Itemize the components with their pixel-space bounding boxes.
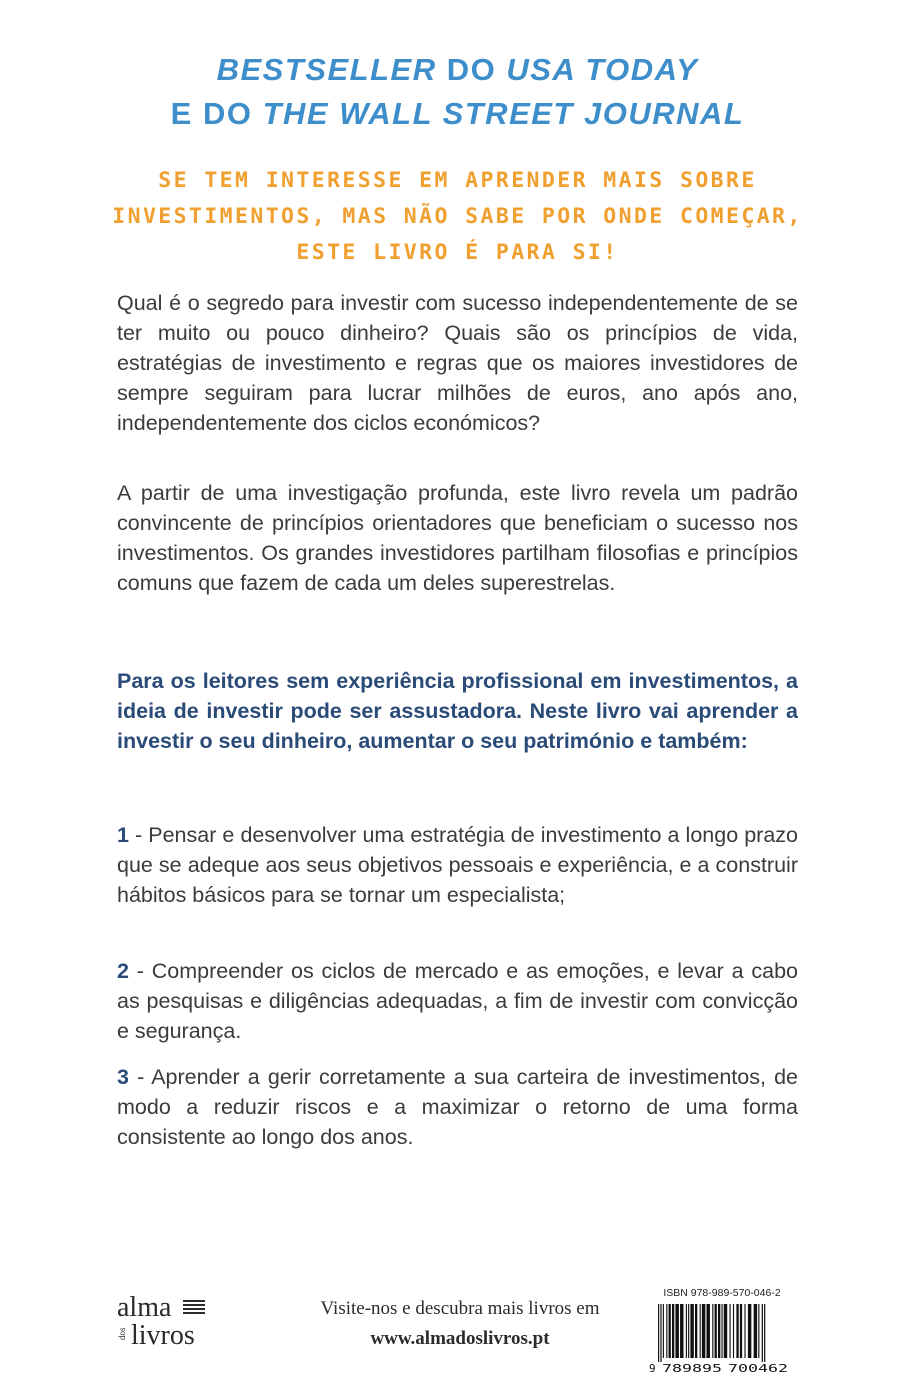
barcode-bar	[724, 1304, 727, 1358]
list-item-3	[117, 1062, 798, 1152]
list-item-text: Pensar e desenvolver uma estratégia de investimento a longo prazo que se adeque aos seus objetivos pessoais e experiência, e a construir hábitos básicos para se tornar um especialista;	[117, 823, 798, 907]
barcode-bar	[721, 1304, 722, 1358]
barcode-bar	[695, 1304, 697, 1358]
tagline-line-3: ESTE LIVRO É PARA SI!	[296, 240, 619, 265]
barcode-right-digits: 700462	[728, 1362, 788, 1374]
barcode-bar	[666, 1304, 667, 1358]
list-item-separator: -	[128, 1065, 152, 1089]
list-item-number: 1	[117, 823, 129, 847]
list-item-separator: -	[128, 823, 149, 847]
isbn-label: ISBN 978-989-570-046-2	[663, 1287, 781, 1299]
barcode-bar	[707, 1304, 710, 1358]
list-item-text: Aprender a gerir corretamente a sua carteira de investimentos, de modo a reduzir riscos e a maximizar o retorno de uma forma consistente ao longo dos anos.	[117, 1065, 799, 1149]
barcode-bar	[740, 1304, 742, 1358]
barcode-bar	[712, 1304, 713, 1358]
barcode-bars	[658, 1304, 765, 1362]
barcode-bar	[660, 1304, 661, 1362]
barcode-left-digits: 789895	[662, 1362, 722, 1374]
barcode-bar	[700, 1304, 701, 1358]
paragraph-readers: Para os leitores sem experiência profissional em investimentos, a ideia de investir pode ser assustadora. Neste livro vai aprender a investir o seu dinheiro, aumentar o seu património e também:	[117, 669, 798, 753]
barcode-bar	[748, 1304, 751, 1358]
barcode-bar	[669, 1304, 671, 1358]
svg-text:alma: alma	[117, 1292, 172, 1323]
alma-dos-livros-logo	[117, 1290, 227, 1350]
barcode-bar	[762, 1304, 763, 1362]
paragraph-intro: Qual é o segredo para investir com sucesso independentemente de se ter muito ou pouco dinheiro? Quais são os princípios de vida, estratégias de investimento e regras que os maiores investidores de sempre seguiram para lucrar milhões de euros, ano após ano, independentemente dos ciclos económicos?	[117, 291, 798, 435]
barcode-first-digit: 9	[649, 1362, 656, 1374]
tagline-line-1: SE TEM INTERESSE EM APRENDER MAIS SOBRE	[158, 168, 757, 193]
barcode-bar	[658, 1304, 659, 1362]
list-item-2	[117, 956, 798, 1046]
barcode-bar	[702, 1304, 705, 1358]
tagline	[0, 163, 915, 271]
headline-e-do: E DO	[170, 96, 253, 131]
list-item-separator: -	[128, 959, 152, 983]
svg-text:dos: dos	[117, 1327, 127, 1340]
barcode-bar	[744, 1304, 745, 1358]
headline-line-1	[0, 48, 915, 92]
headline	[0, 48, 915, 136]
barcode-bar	[715, 1304, 717, 1358]
headline-usa-today: USA TODAY	[506, 52, 699, 87]
barcode-bar	[672, 1304, 674, 1358]
headline-wsj: THE WALL STREET JOURNAL	[262, 96, 745, 131]
headline-line-2	[0, 92, 915, 136]
barcode-bar	[680, 1304, 683, 1358]
barcode-bar	[736, 1304, 738, 1358]
paragraph-research: A partir de uma investigação profunda, este livro revela um padrão convincente de princípios orientadores que beneficiam o sucesso nos investimentos. Os grandes investidores partilham filosofias e princípios comuns que fazem de cada um deles superestrelas.	[117, 481, 798, 595]
footer-visit-text: Visite-nos e descubra mais livros em	[320, 1298, 600, 1319]
barcode-bar	[754, 1304, 757, 1358]
footer-website-link[interactable]: www.almadoslivros.pt	[370, 1328, 550, 1349]
list-item-1	[117, 820, 798, 910]
barcode-graphic	[646, 1302, 798, 1374]
barcode-bar	[758, 1304, 759, 1358]
list-item-text: Compreender os ciclos de mercado e as emoções, e levar a cabo as pesquisas e diligências adequadas, a fim de investir com convicção e segurança.	[117, 959, 798, 1043]
list-item-number: 2	[117, 959, 129, 983]
barcode-bar	[764, 1304, 765, 1362]
footer-visit	[300, 1294, 620, 1354]
headline-bestseller: BESTSELLER	[216, 52, 437, 87]
barcode-bar	[688, 1304, 689, 1358]
svg-text:livros: livros	[131, 1320, 195, 1350]
barcode-bar	[690, 1304, 693, 1358]
barcode-bar	[718, 1304, 720, 1358]
barcode-bar	[733, 1304, 734, 1358]
barcode-bar	[730, 1304, 731, 1358]
barcode-bar	[675, 1304, 678, 1358]
isbn-barcode	[646, 1287, 798, 1373]
barcode-bar	[663, 1304, 664, 1358]
tagline-line-2: INVESTIMENTOS, MAS NÃO SABE POR ONDE COMEÇAR,	[112, 204, 803, 229]
list-item-number: 3	[117, 1065, 129, 1089]
headline-do: DO	[446, 52, 497, 87]
barcode-bar	[686, 1304, 687, 1358]
